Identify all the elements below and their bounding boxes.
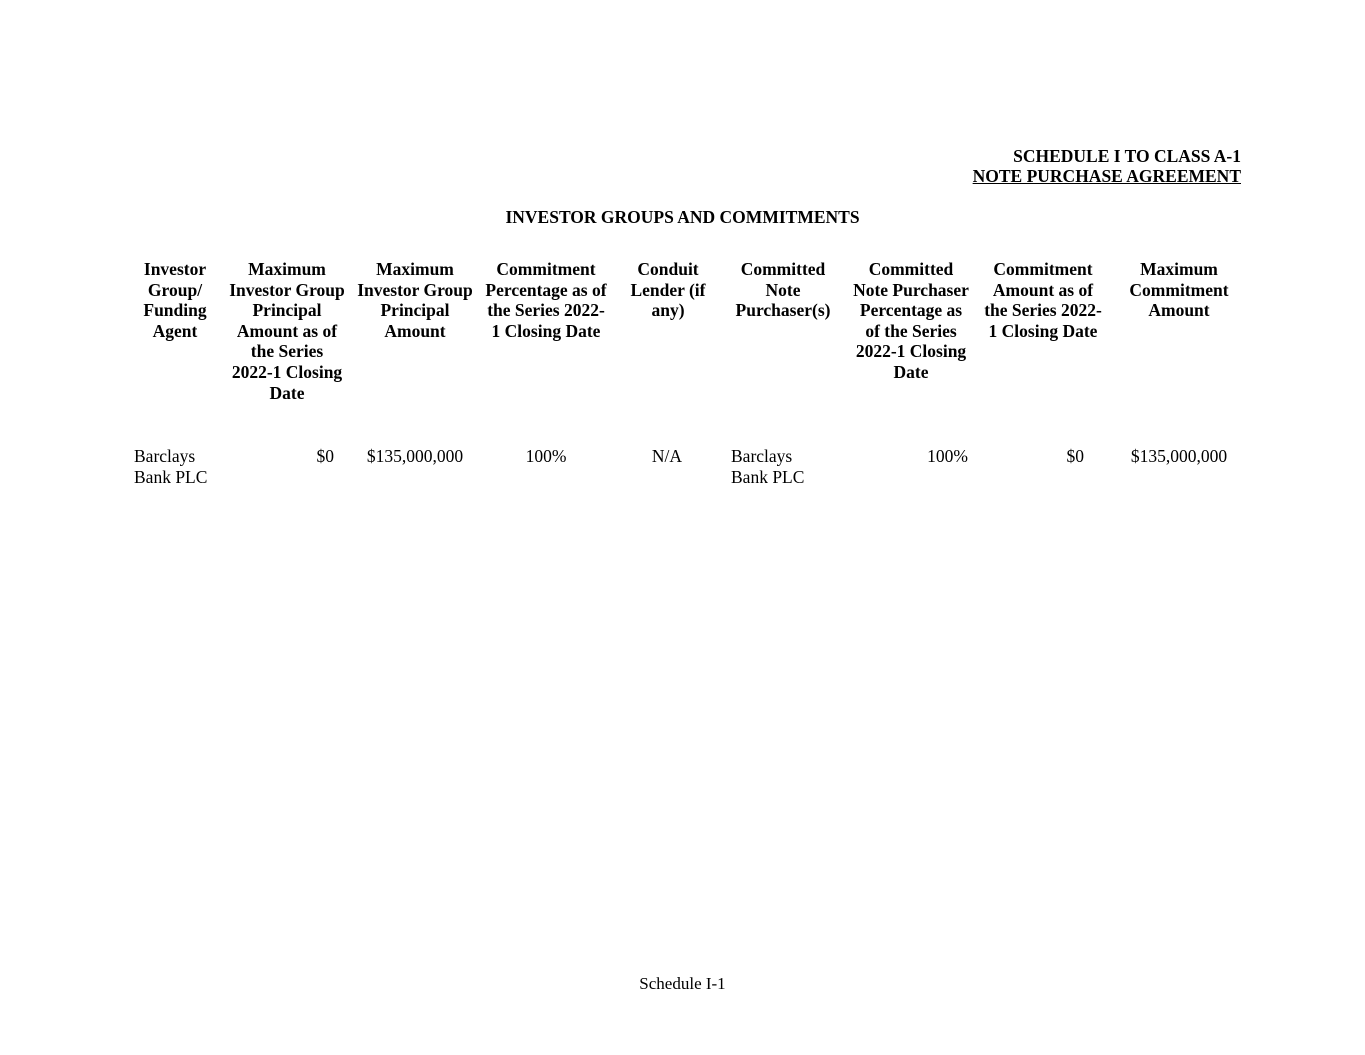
header-investor-group: Investor Group/ Funding Agent bbox=[143, 259, 207, 341]
header-max-investor-group-principal: Maximum Investor Group Principal Amount bbox=[357, 259, 473, 341]
header-commitment-amount: Commitment Amount as of the Series 2022-1 Closing Date bbox=[984, 259, 1102, 341]
cell-max-investor-group-principal-closing: $0 bbox=[316, 446, 334, 466]
page-footer: Schedule I-1 bbox=[639, 974, 726, 993]
schedule-heading: SCHEDULE I TO CLASS A-1 bbox=[1013, 146, 1241, 166]
agreement-heading: NOTE PURCHASE AGREEMENT bbox=[972, 166, 1241, 186]
cell-max-commitment-amount: $135,000,000 bbox=[1130, 446, 1228, 466]
header-committed-note-purchaser-percentage: Committed Note Purchaser Percentage as of the Series 2022-1 Closing Date bbox=[853, 259, 969, 382]
cell-max-investor-group-principal: $135,000,000 bbox=[366, 446, 464, 466]
header-commitment-percentage: Commitment Percentage as of the Series 2022-1 Closing Date bbox=[485, 259, 607, 341]
cell-commitment-amount: $0 bbox=[1066, 446, 1084, 466]
cell-conduit-lender: N/A bbox=[651, 446, 683, 466]
header-max-commitment-amount: Maximum Commitment Amount bbox=[1129, 259, 1229, 321]
cell-committed-note-purchaser-percentage: 100% bbox=[927, 446, 968, 466]
header-max-investor-group-principal-closing: Maximum Investor Group Principal Amount as of the Series 2022-1 Closing Date bbox=[229, 259, 345, 403]
header-conduit-lender: Conduit Lender (if any) bbox=[630, 259, 706, 321]
document-title: INVESTOR GROUPS AND COMMITMENTS bbox=[505, 207, 860, 227]
cell-investor-group: Barclays Bank PLC bbox=[134, 446, 208, 487]
header-committed-note-purchasers: Committed Note Purchaser(s) bbox=[735, 259, 831, 321]
cell-commitment-percentage: 100% bbox=[525, 446, 567, 466]
cell-committed-note-purchasers: Barclays Bank PLC bbox=[731, 446, 805, 487]
